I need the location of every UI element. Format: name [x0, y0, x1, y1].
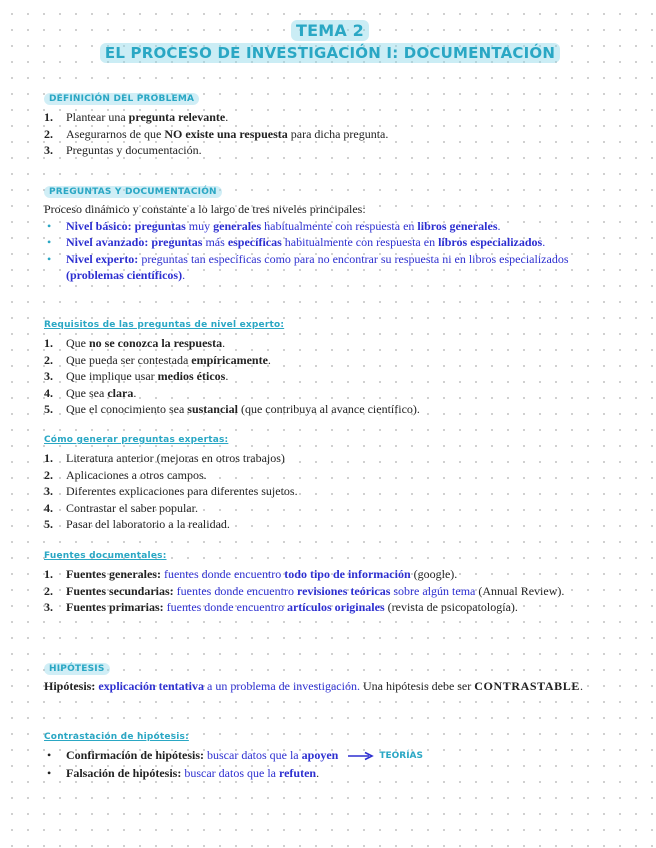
list-item: • Falsación de hipótesis: buscar datos que la refuten.	[47, 765, 320, 780]
requirements-list	[44, 335, 616, 418]
section-preguntas	[44, 181, 616, 284]
section-hipotesis	[44, 658, 616, 695]
list-item: 2. Asegurarnos de que NO existe una respuesta para dicha pregunta.	[44, 126, 389, 141]
arrow-to-theories	[347, 748, 423, 765]
list-item: • Nivel básico: preguntas muy generales habitualmente con respuesta en libros generales.	[47, 218, 501, 233]
topic-number: TEMA 2	[44, 20, 616, 42]
section-fuentes	[44, 545, 616, 616]
generation-list	[44, 450, 616, 533]
section-heading: HIPÓTESIS	[44, 663, 110, 675]
hypothesis-definition: Hipótesis: explicación tentativa a un problema de investigación. Una hipótesis debe ser CONTRASTABLE.	[44, 679, 583, 693]
subsection-heading: Cómo generar preguntas expertas:	[44, 435, 229, 445]
list-item: 5. Pasar del laboratorio a la realidad.	[44, 517, 230, 531]
list-item: • Nivel avanzado: preguntas más específicas habitualmente con respuesta en libros especializados.	[47, 235, 546, 249]
theories-label: TEORÍAS	[379, 751, 423, 761]
list-item: 1. Que no se conozca la respuesta.	[44, 336, 226, 350]
document-title: EL PROCESO DE INVESTIGACIÓN I: DOCUMENTACIÓN	[44, 42, 616, 64]
definition-list	[44, 109, 616, 159]
section-requisitos	[44, 314, 616, 418]
levels-list	[44, 218, 616, 284]
arrow-right-icon	[347, 751, 375, 761]
levels-intro: Proceso dinámico y constante a lo largo de tres niveles principales:	[44, 202, 366, 216]
list-item: 2. Aplicaciones a otros campos.	[44, 467, 207, 482]
list-item: 1. Plantear una pregunta relevante.	[44, 110, 229, 124]
list-item: 4. Que sea clara.	[44, 385, 137, 400]
list-item: • Confirmación de hipótesis: buscar datos que la apoyen TEORÍAS	[44, 747, 616, 765]
section-heading: DEFINICIÓN DEL PROBLEMA	[44, 93, 199, 105]
subsection-heading: Requisitos de las preguntas de nivel experto:	[44, 320, 285, 330]
section-definicion	[44, 88, 616, 159]
list-item: 3. Preguntas y documentación.	[44, 143, 202, 157]
list-item: 3. Que implique usar medios éticos.	[44, 369, 229, 383]
list-item: 5. Que el conocimiento sea sustancial (que contribuya al avance científico).	[44, 402, 420, 416]
sources-list	[44, 566, 616, 616]
list-item: 2. Que pueda ser contestada empíricamente.	[44, 352, 271, 367]
contrast-list	[44, 747, 616, 781]
list-item: 3. Diferentes explicaciones para diferentes sujetos.	[44, 484, 298, 498]
list-item: 3. Fuentes primarias: fuentes donde encuentro artículos originales (revista de psicopatología).	[44, 600, 518, 614]
list-item: • Nivel experto: preguntas tan específicas como para no encontrar su respuesta ni en libros especializados (problemas científicos).	[47, 251, 569, 282]
list-item: 4. Contrastar el saber popular.	[44, 500, 198, 515]
subsection-heading: Contrastación de hipótesis:	[44, 732, 189, 742]
section-heading: PREGUNTAS Y DOCUMENTACIÓN	[44, 186, 222, 198]
section-generar	[44, 429, 616, 533]
section-contrastacion	[44, 726, 616, 781]
list-item: 2. Fuentes secundarias: fuentes donde encuentro revisiones teóricas sobre algún tema (Annual Review).	[44, 583, 565, 598]
list-item: 1. Fuentes generales: fuentes donde encuentro todo tipo de información (google).	[44, 567, 458, 581]
subsection-heading: Fuentes documentales:	[44, 551, 167, 561]
list-item: 1. Literatura anterior (mejoras en otros trabajos)	[44, 451, 285, 465]
